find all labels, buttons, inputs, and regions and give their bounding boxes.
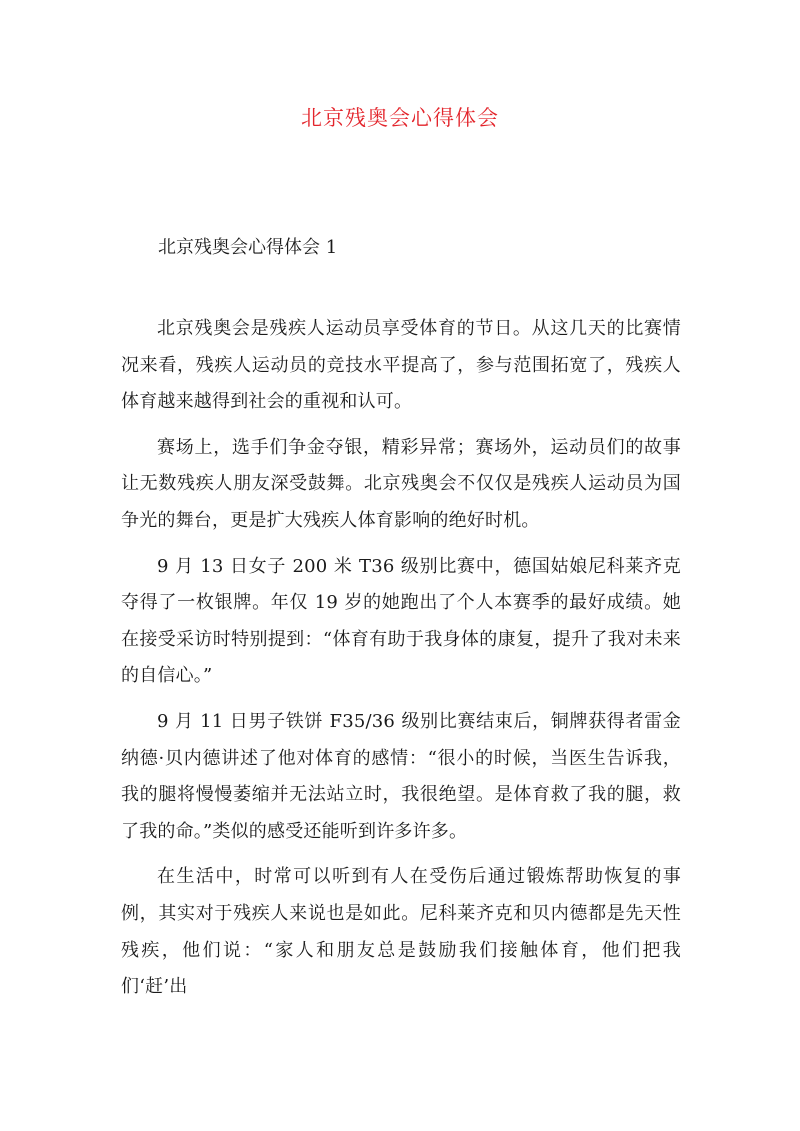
section-heading: 北京残奥会心得体会 1 — [158, 237, 338, 258]
document-title: 北京残奥会心得体会 — [301, 106, 499, 130]
paragraph: 北京残奥会是残疾人运动员享受体育的节日。从这几天的比赛情况来看，残疾人运动员的竞技水平提高了，参与范围拓宽了，残疾人体育越来越得到社会的重视和认可。 — [121, 318, 681, 413]
paragraph: 赛场上，选手们争金夺银，精彩异常；赛场外，运动员们的故事让无数残疾人朋友深受鼓舞。北京残奥会不仅仅是残疾人运动员为国争光的舞台，更是扩大残疾人体育影响的绝好时机。 — [121, 436, 681, 531]
paragraph: 在生活中，时常可以听到有人在受伤后通过锻炼帮助恢复的事例，其实对于残疾人来说也是如此。尼科莱齐克和贝内德都是先天性残疾，他们说：“家人和朋友总是鼓励我们接触体育，他们把我们‘赶’出 — [121, 866, 681, 998]
paragraph: 9 月 11 日男子铁饼 F35/36 级别比赛结束后，铜牌获得者雷金纳德·贝内德讲述了他对体育的感情：“很小的时候，当医生告诉我，我的腿将慢慢萎缩并无法站立时，我很绝望。是体育救了我的腿，救了我的命。”类似的感受还能听到许多许多。 — [121, 710, 681, 842]
paragraph: 9 月 13 日女子 200 米 T36 级别比赛中，德国姑娘尼科莱齐克夺得了一枚银牌。年仅 19 岁的她跑出了个人本赛季的最好成绩。她在接受采访时特别提到：“体育有助于我身体的康复，提升了我对未来的自信心。” — [121, 555, 681, 687]
document-body — [121, 311, 681, 1015]
